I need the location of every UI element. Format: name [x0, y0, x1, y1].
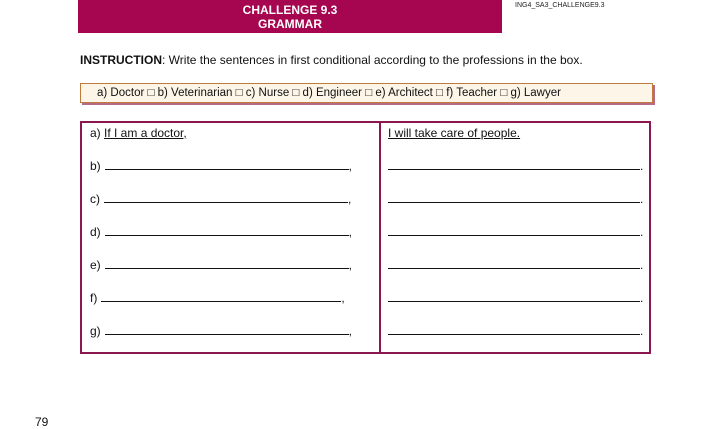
row-g-left [90, 324, 352, 338]
answer-blank[interactable] [105, 234, 349, 236]
comma: , [348, 225, 353, 239]
row-c-right [388, 192, 643, 206]
comma: , [348, 258, 353, 272]
instruction-label: INSTRUCTION [80, 53, 162, 67]
exercise-grid [80, 121, 651, 354]
row-letter: e) [90, 258, 101, 272]
row-letter: g) [90, 324, 101, 338]
instruction-text: : Write the sentences in first conditional according to the professions in the box. [162, 53, 583, 67]
answer-blank[interactable] [104, 201, 348, 203]
row-c-left [90, 192, 351, 206]
comma: , [348, 159, 353, 173]
row-letter: b) [90, 159, 101, 173]
row-g-right [388, 324, 643, 338]
period: . [640, 159, 644, 173]
row-d-left [90, 225, 352, 239]
answer-blank[interactable] [388, 201, 640, 203]
row-letter: a) [90, 126, 101, 140]
row-letter: d) [90, 225, 101, 239]
example-result: I will take care of people. [388, 126, 521, 140]
row-e-right [388, 258, 643, 272]
row-d-right [388, 225, 643, 239]
answer-blank[interactable] [105, 333, 349, 335]
page-number: 79 [35, 415, 49, 429]
challenge-title: CHALLENGE 9.3 [242, 3, 338, 17]
period: . [640, 192, 644, 206]
answer-blank[interactable] [388, 234, 640, 236]
challenge-subtitle: GRAMMAR [258, 17, 322, 31]
comma: , [348, 324, 353, 338]
row-f-right [388, 291, 643, 305]
comma: , [348, 192, 352, 206]
row-a-right [388, 126, 520, 140]
answer-blank[interactable] [388, 300, 640, 302]
row-e-left [90, 258, 352, 272]
document-code: ING4_SA3_CHALLENGE9.3 [515, 2, 605, 9]
period: . [640, 258, 644, 272]
row-b-right [388, 159, 643, 173]
row-letter: f) [90, 291, 98, 305]
row-letter: c) [90, 192, 100, 206]
answer-blank[interactable] [388, 267, 640, 269]
row-f-left [90, 291, 345, 305]
period: . [640, 291, 644, 305]
answer-blank[interactable] [388, 333, 640, 335]
professions-box: a) Doctor □ b) Veterinarian □ c) Nurse □ d) Engineer □ e) Architect □ f) Teacher □ g) Lawyer [80, 83, 653, 103]
column-divider [379, 123, 381, 352]
comma: , [341, 291, 345, 305]
row-b-left [90, 159, 352, 173]
challenge-banner [78, 0, 502, 33]
period: . [640, 324, 644, 338]
answer-blank[interactable] [105, 168, 349, 170]
answer-blank[interactable] [105, 267, 349, 269]
instruction-line [80, 53, 583, 67]
example-condition: If I am a doctor, [104, 126, 187, 140]
row-a-left [90, 126, 187, 140]
answer-blank[interactable] [101, 300, 341, 302]
period: . [640, 225, 644, 239]
answer-blank[interactable] [388, 168, 640, 170]
